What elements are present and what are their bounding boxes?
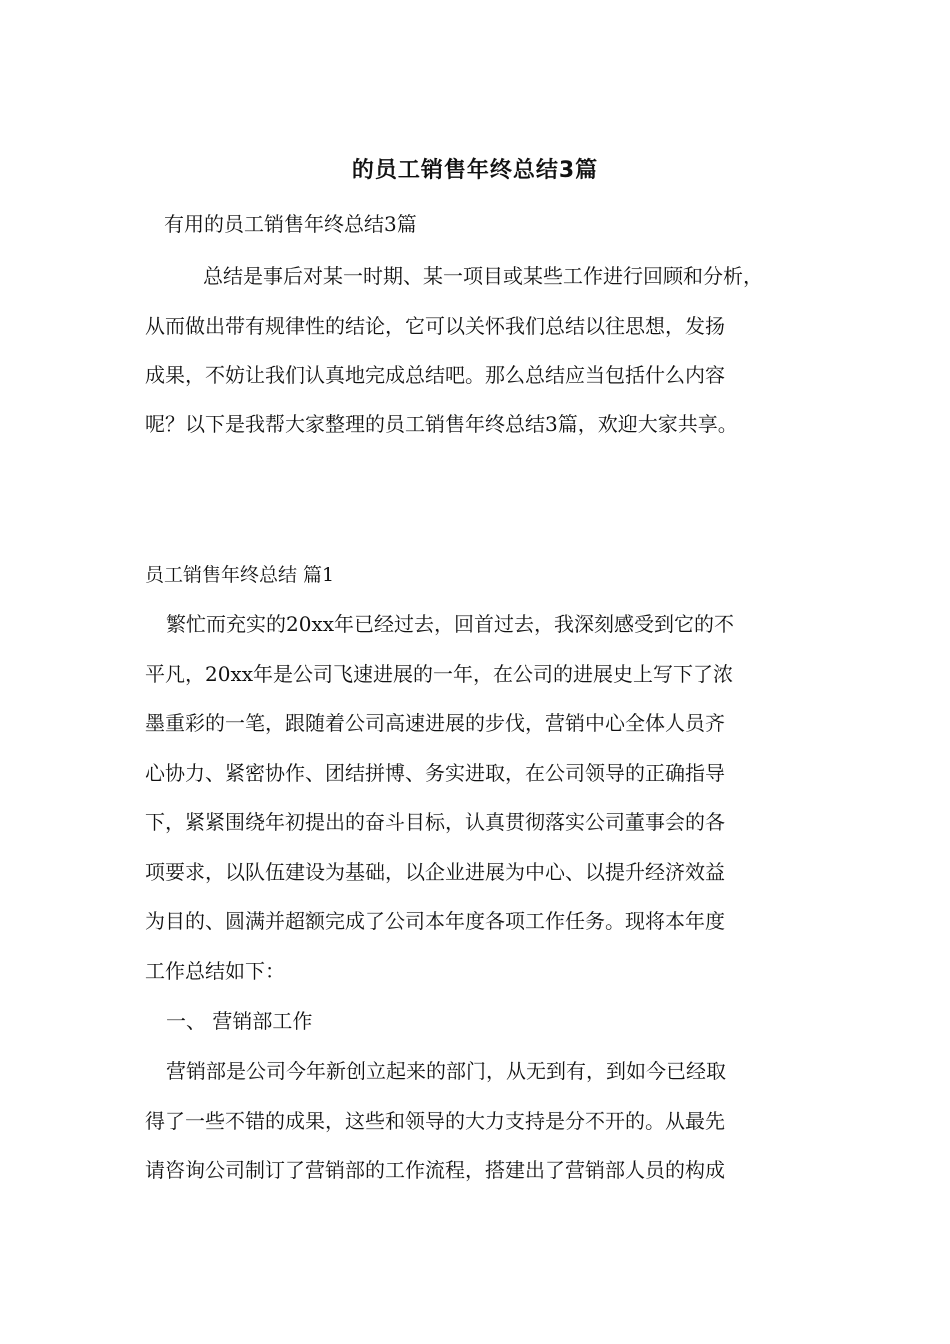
intro-line: 从而做出带有规律性的结论，它可以关怀我们总结以往思想，发扬	[145, 314, 725, 338]
body-line: 为目的、圆满并超额完成了公司本年度各项工作任务。现将本年度	[145, 909, 725, 933]
body-line: 平凡，20xx年是公司飞速进展的一年，在公司的进展史上写下了浓	[145, 662, 734, 686]
body-line: 工作总结如下：	[145, 959, 285, 983]
intro-line: 成果，不妨让我们认真地完成总结吧。那么总结应当包括什么内容	[145, 363, 725, 387]
body2-line: 请咨询公司制订了营销部的工作流程，搭建出了营销部人员的构成	[145, 1158, 725, 1182]
body2-line: 营销部是公司今年新创立起来的部门，从无到有，到如今已经取	[166, 1059, 726, 1083]
body-line: 墨重彩的一笔，跟随着公司高速进展的步伐，营销中心全体人员齐	[145, 711, 725, 735]
intro-line: 总结是事后对某一时期、某一项目或某些工作进行回顾和分析，	[203, 264, 763, 288]
body-line: 项要求，以队伍建设为基础，以企业进展为中心、以提升经济效益	[145, 860, 725, 884]
body-line: 繁忙而充实的20xx年已经过去，回首过去，我深刻感受到它的不	[166, 612, 735, 636]
section-heading: 员工销售年终总结 篇1	[145, 564, 335, 586]
body2-line: 得了一些不错的成果，这些和领导的大力支持是分不开的。从最先	[145, 1109, 725, 1133]
document-title: 的员工销售年终总结3篇	[351, 158, 599, 183]
document-subtitle: 有用的员工销售年终总结3篇	[164, 212, 417, 236]
body-line: 下，紧紧围绕年初提出的奋斗目标，认真贯彻落实公司董事会的各	[145, 810, 725, 834]
intro-line: 呢？以下是我帮大家整理的员工销售年终总结3篇，欢迎大家共享。	[145, 412, 738, 436]
subheading: 一、 营销部工作	[166, 1009, 313, 1033]
body-line: 心协力、紧密协作、团结拼博、务实进取，在公司领导的正确指导	[145, 761, 725, 785]
